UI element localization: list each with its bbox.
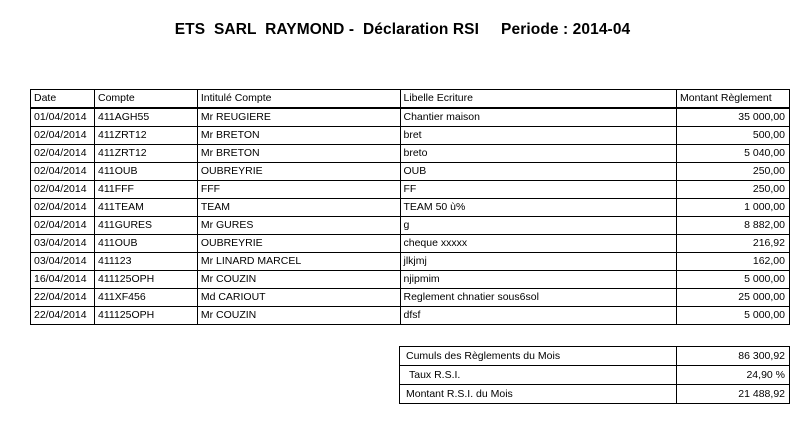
table-row (31, 145, 790, 163)
table-header-row (31, 90, 790, 109)
summary-row-taux (400, 366, 790, 385)
cell-date: 02/04/2014 (31, 199, 95, 217)
table-row (31, 217, 790, 235)
cell-intitule: FFF (197, 181, 400, 199)
cell-date: 02/04/2014 (31, 145, 95, 163)
cell-date: 22/04/2014 (31, 289, 95, 307)
montant-rsi-value: 21 488,92 (677, 385, 790, 404)
cell-montant: 162,00 (677, 253, 790, 271)
cell-libelle: dfsf (400, 307, 677, 325)
summary-row-montant (400, 385, 790, 404)
cell-date: 03/04/2014 (31, 235, 95, 253)
table-row (31, 108, 790, 127)
header-intitule: Intitulé Compte (197, 90, 400, 109)
cell-montant: 25 000,00 (677, 289, 790, 307)
cell-intitule: Mr COUZIN (197, 307, 400, 325)
cell-compte: 411FFF (94, 181, 197, 199)
cell-compte: 411125OPH (94, 307, 197, 325)
cell-libelle: jlkjmj (400, 253, 677, 271)
table-row (31, 163, 790, 181)
cell-compte: 411125OPH (94, 271, 197, 289)
cell-intitule: OUBREYRIE (197, 163, 400, 181)
cell-compte: 411ZRT12 (94, 145, 197, 163)
cell-compte: 411ZRT12 (94, 127, 197, 145)
header-date: Date (31, 90, 95, 109)
cell-intitule: Mr BRETON (197, 127, 400, 145)
summary-row-cumuls (400, 347, 790, 366)
cell-libelle: breto (400, 145, 677, 163)
table-row (31, 235, 790, 253)
taux-value: 24,90 % (677, 366, 790, 385)
cell-montant: 216,92 (677, 235, 790, 253)
table-row (31, 271, 790, 289)
cell-intitule: TEAM (197, 199, 400, 217)
table-row (31, 127, 790, 145)
header-libelle: Libelle Ecriture (400, 90, 677, 109)
cell-date: 02/04/2014 (31, 181, 95, 199)
cell-compte: 411XF456 (94, 289, 197, 307)
cell-date: 22/04/2014 (31, 307, 95, 325)
payments-table (30, 89, 790, 325)
cell-libelle: cheque xxxxx (400, 235, 677, 253)
cell-intitule: Mr LINARD MARCEL (197, 253, 400, 271)
montant-rsi-label: Montant R.S.I. du Mois (400, 385, 677, 404)
cell-libelle: OUB (400, 163, 677, 181)
cell-montant: 1 000,00 (677, 199, 790, 217)
cell-compte: 411AGH55 (94, 108, 197, 127)
cell-compte: 411GURES (94, 217, 197, 235)
cell-date: 01/04/2014 (31, 108, 95, 127)
cell-montant: 250,00 (677, 181, 790, 199)
cumuls-label: Cumuls des Règlements du Mois (400, 347, 677, 366)
cell-libelle: g (400, 217, 677, 235)
summary-table (399, 346, 790, 404)
cell-montant: 250,00 (677, 163, 790, 181)
cell-intitule: Mr REUGIERE (197, 108, 400, 127)
table-row (31, 199, 790, 217)
cell-date: 03/04/2014 (31, 253, 95, 271)
cell-compte: 411OUB (94, 235, 197, 253)
cell-libelle: njipmim (400, 271, 677, 289)
cell-date: 02/04/2014 (31, 217, 95, 235)
taux-label: Taux R.S.I. (400, 366, 677, 385)
cell-montant: 500,00 (677, 127, 790, 145)
cell-date: 02/04/2014 (31, 163, 95, 181)
cell-montant: 5 000,00 (677, 271, 790, 289)
report-title: ETS SARL RAYMOND - Déclaration RSI Periode : 2014-04 (174, 21, 631, 38)
cell-compte: 411TEAM (94, 199, 197, 217)
cell-libelle: Chantier maison (400, 108, 677, 127)
cell-libelle: bret (400, 127, 677, 145)
cell-date: 02/04/2014 (31, 127, 95, 145)
cell-compte: 411123 (94, 253, 197, 271)
table-row (31, 253, 790, 271)
cell-date: 16/04/2014 (31, 271, 95, 289)
cell-intitule: Md CARIOUT (197, 289, 400, 307)
cell-montant: 8 882,00 (677, 217, 790, 235)
table-body (31, 108, 790, 325)
cell-intitule: OUBREYRIE (197, 235, 400, 253)
cumuls-value: 86 300,92 (677, 347, 790, 366)
cell-montant: 5 000,00 (677, 307, 790, 325)
cell-libelle: FF (400, 181, 677, 199)
table-row (31, 289, 790, 307)
cell-montant: 35 000,00 (677, 108, 790, 127)
cell-compte: 411OUB (94, 163, 197, 181)
header-montant: Montant Règlement (677, 90, 790, 109)
cell-libelle: Reglement chnatier sous6sol (400, 289, 677, 307)
header-compte: Compte (94, 90, 197, 109)
cell-montant: 5 040,00 (677, 145, 790, 163)
cell-intitule: Mr BRETON (197, 145, 400, 163)
cell-intitule: Mr COUZIN (197, 271, 400, 289)
table-row (31, 307, 790, 325)
cell-libelle: TEAM 50 ù% (400, 199, 677, 217)
cell-intitule: Mr GURES (197, 217, 400, 235)
table-row (31, 181, 790, 199)
